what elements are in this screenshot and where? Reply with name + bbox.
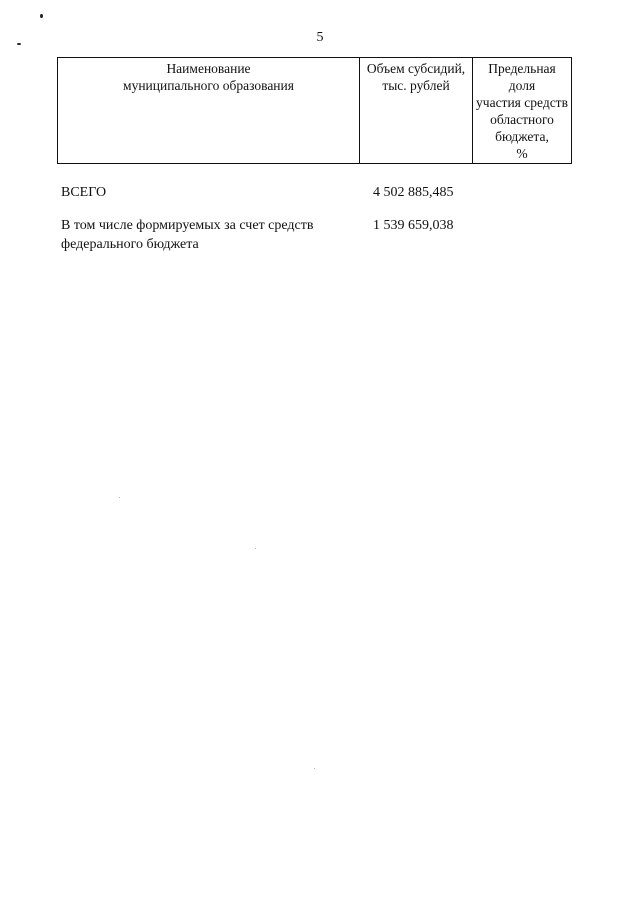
header-subsidy-volume-label: Объем субсидий, тыс. рублей [366,61,466,93]
scan-dot [314,768,315,769]
table-header-row [58,58,572,164]
total-value: 4 502 885,485 [373,185,454,200]
header-cell-municipality [58,58,360,164]
header-cell-regional-share [473,58,572,164]
scan-speck-top [40,14,43,18]
total-label: ВСЕГО [61,185,107,200]
scan-dot [119,497,120,498]
federal-budget-label: В том числе формируемых за счет средств федерального бюджета [61,218,314,252]
header-regional-share-label: Предельная доля участия средств областного бюджета, % [476,61,568,161]
header-cell-subsidy-volume [360,58,473,164]
federal-budget-value: 1 539 659,038 [373,218,454,233]
subsidy-table-header [57,57,572,164]
page-number: 5 [316,30,324,45]
header-municipality-label: Наименование муниципального образования [123,61,294,93]
scan-dot [255,548,256,549]
